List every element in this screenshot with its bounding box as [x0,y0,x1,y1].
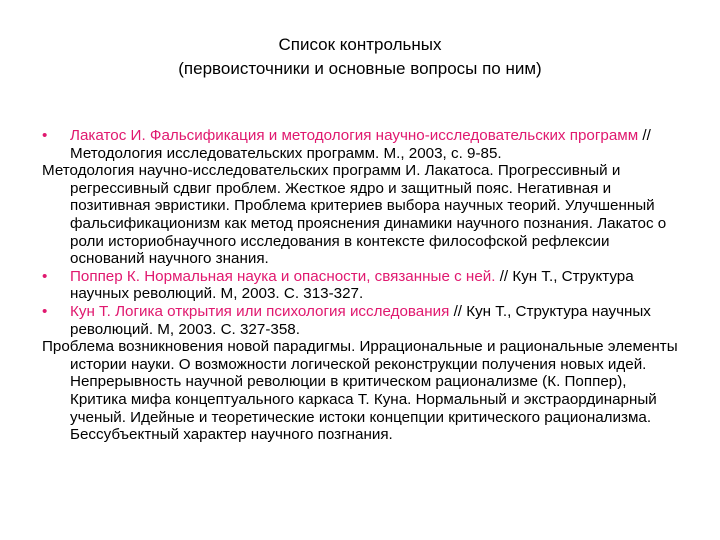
list-item-lakatos [42,127,682,162]
page-title [0,33,720,81]
bullet-icon: • [42,127,48,144]
list-item-popper [42,268,682,303]
source-title-popper: Поппер К. Нормальная наука и опасности, связанные с ней. [70,267,496,285]
bullet-icon: • [42,267,48,285]
questions-paragraph-lakatos: Методология научно-исследовательских программ И. Лакатоса. Прогрессивный и регрессивный сдвиг проблем. Жесткое ядро и защитный пояс. Негативная и позитивная эвристики. Проблема критериев выбора научных теорий. Улучшенный фальсификационизм как метод прояснения динамики научного познания. Лакатос о роли историобнаучного исследования в контексте философской рефлексии оснований научного знания. [42,162,667,268]
title-line-2: (первоисточники и основные вопросы по ним) [178,59,542,78]
source-citation-popper: // Кун Т., Структура научных революций. М, 2003. С. 313-327. [70,267,634,303]
list-item-kuhn [42,303,682,338]
source-title-lakatos: Лакатос И. Фальсификация и методология научно-исследовательских программ [70,127,639,144]
document-body [42,127,682,444]
title-line-1: Список контрольных [278,35,442,54]
source-title-kuhn: Кун Т. Логика открытия или психология исследования [70,302,450,320]
source-citation-lakatos: //Методология исследовательских программ. М., 2003, с. 9-85. [70,127,651,162]
source-citation-kuhn: // Кун Т., Структура научных революций. М, 2003. С. 327-358. [70,302,651,338]
questions-paragraph-paradigm: Проблема возникновения новой парадигмы. Иррациональные и рациональные элементы истории науки. О возможности логической реконструкции получения новых идей. Непрерывность научной революции в критическом рационализме (К. Поппер), Критика мифа концептуального каркаса Т. Куна. Нормальный и экстраординарный ученый. Идейные и теоретические истоки концепции критического рационализма. Бессубъектный характер научного позгнания. [42,338,678,444]
bullet-icon: • [42,302,48,320]
